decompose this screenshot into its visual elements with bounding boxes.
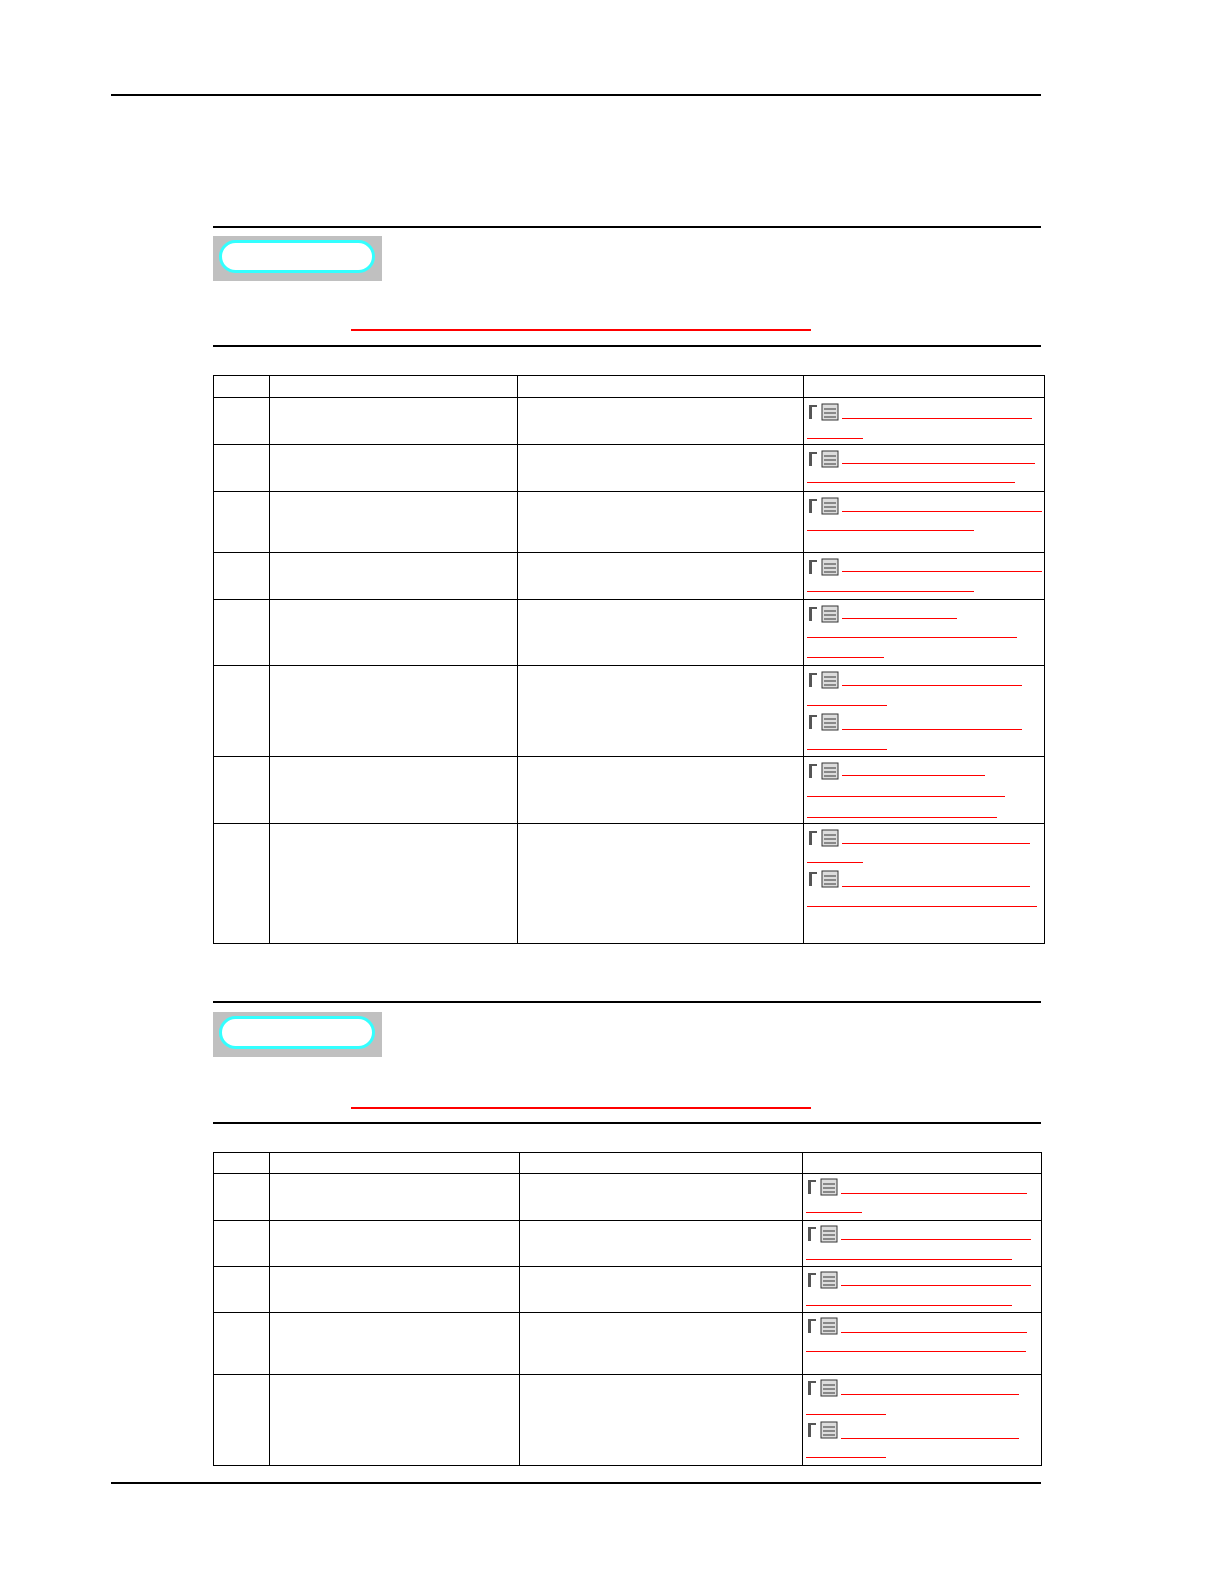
reference-link[interactable]	[841, 1239, 1031, 1240]
reference-link[interactable]	[842, 418, 1032, 419]
document-reference-icon	[808, 450, 840, 468]
table-row	[214, 492, 1045, 553]
reference-link[interactable]	[807, 906, 1037, 907]
reference-link[interactable]	[842, 886, 1030, 887]
table-header-row	[214, 376, 1045, 398]
reference-link[interactable]	[806, 1212, 862, 1213]
table-row	[214, 757, 1045, 824]
table-row	[214, 1313, 1042, 1375]
document-reference-icon	[808, 605, 840, 623]
section-2-table	[213, 1152, 1042, 1466]
table-row	[214, 553, 1045, 600]
reference-link[interactable]	[807, 637, 1017, 638]
document-reference-icon	[807, 1317, 839, 1335]
reference-link[interactable]	[807, 817, 997, 818]
reference-link[interactable]	[807, 749, 887, 750]
reference-link[interactable]	[842, 729, 1022, 730]
reference-link[interactable]	[807, 438, 863, 439]
section-1-table	[213, 375, 1045, 944]
document-reference-icon	[807, 1178, 839, 1196]
section-2-badge	[213, 1012, 382, 1057]
table-row	[214, 398, 1045, 445]
reference-link[interactable]	[807, 796, 1005, 797]
document-reference-icon	[807, 1421, 839, 1439]
reference-link[interactable]	[807, 657, 884, 658]
table-row	[214, 1267, 1042, 1313]
section-2-top-rule	[213, 1001, 1041, 1003]
document-reference-icon	[808, 403, 840, 421]
reference-link[interactable]	[807, 591, 974, 592]
section-1-top-rule	[213, 226, 1041, 228]
reference-link[interactable]	[842, 843, 1030, 844]
table-row	[214, 1174, 1042, 1221]
table-row	[214, 600, 1045, 666]
table-header-row	[214, 1153, 1042, 1174]
document-reference-icon	[808, 762, 840, 780]
reference-link[interactable]	[842, 618, 957, 619]
reference-link[interactable]	[842, 511, 1042, 512]
reference-link[interactable]	[807, 862, 863, 863]
section-1-link-line[interactable]	[351, 329, 811, 331]
reference-link[interactable]	[841, 1394, 1019, 1395]
reference-link[interactable]	[841, 1332, 1027, 1333]
section-2-bottom-rule	[213, 1122, 1041, 1124]
section-1-bottom-rule	[213, 345, 1041, 347]
reference-link[interactable]	[841, 1193, 1027, 1194]
reference-link[interactable]	[807, 705, 887, 706]
table-row	[214, 1375, 1042, 1466]
reference-link[interactable]	[806, 1305, 1012, 1306]
document-reference-icon	[808, 829, 840, 847]
document-reference-icon	[808, 713, 840, 731]
table-row	[214, 666, 1045, 757]
document-reference-icon	[808, 870, 840, 888]
reference-link[interactable]	[842, 775, 985, 776]
reference-link[interactable]	[842, 571, 1042, 572]
reference-link[interactable]	[806, 1457, 886, 1458]
document-reference-icon	[807, 1225, 839, 1243]
reference-link[interactable]	[841, 1438, 1019, 1439]
reference-link[interactable]	[807, 530, 974, 531]
table-row	[214, 824, 1045, 944]
reference-link[interactable]	[841, 1285, 1031, 1286]
reference-link[interactable]	[806, 1351, 1026, 1352]
document-reference-icon	[808, 671, 840, 689]
reference-link[interactable]	[806, 1414, 886, 1415]
reference-link[interactable]	[807, 482, 1015, 483]
document-reference-icon	[808, 558, 840, 576]
document-reference-icon	[807, 1271, 839, 1289]
reference-link[interactable]	[842, 685, 1022, 686]
table-row	[214, 445, 1045, 492]
page-footer-rule	[111, 1482, 1041, 1484]
document-reference-icon	[807, 1379, 839, 1397]
page-header-rule	[111, 94, 1041, 96]
section-1-badge	[213, 236, 382, 281]
document-reference-icon	[808, 497, 840, 515]
reference-link[interactable]	[806, 1259, 1012, 1260]
table-row	[214, 1221, 1042, 1267]
reference-link[interactable]	[842, 463, 1035, 464]
section-2-link-line[interactable]	[351, 1107, 811, 1109]
